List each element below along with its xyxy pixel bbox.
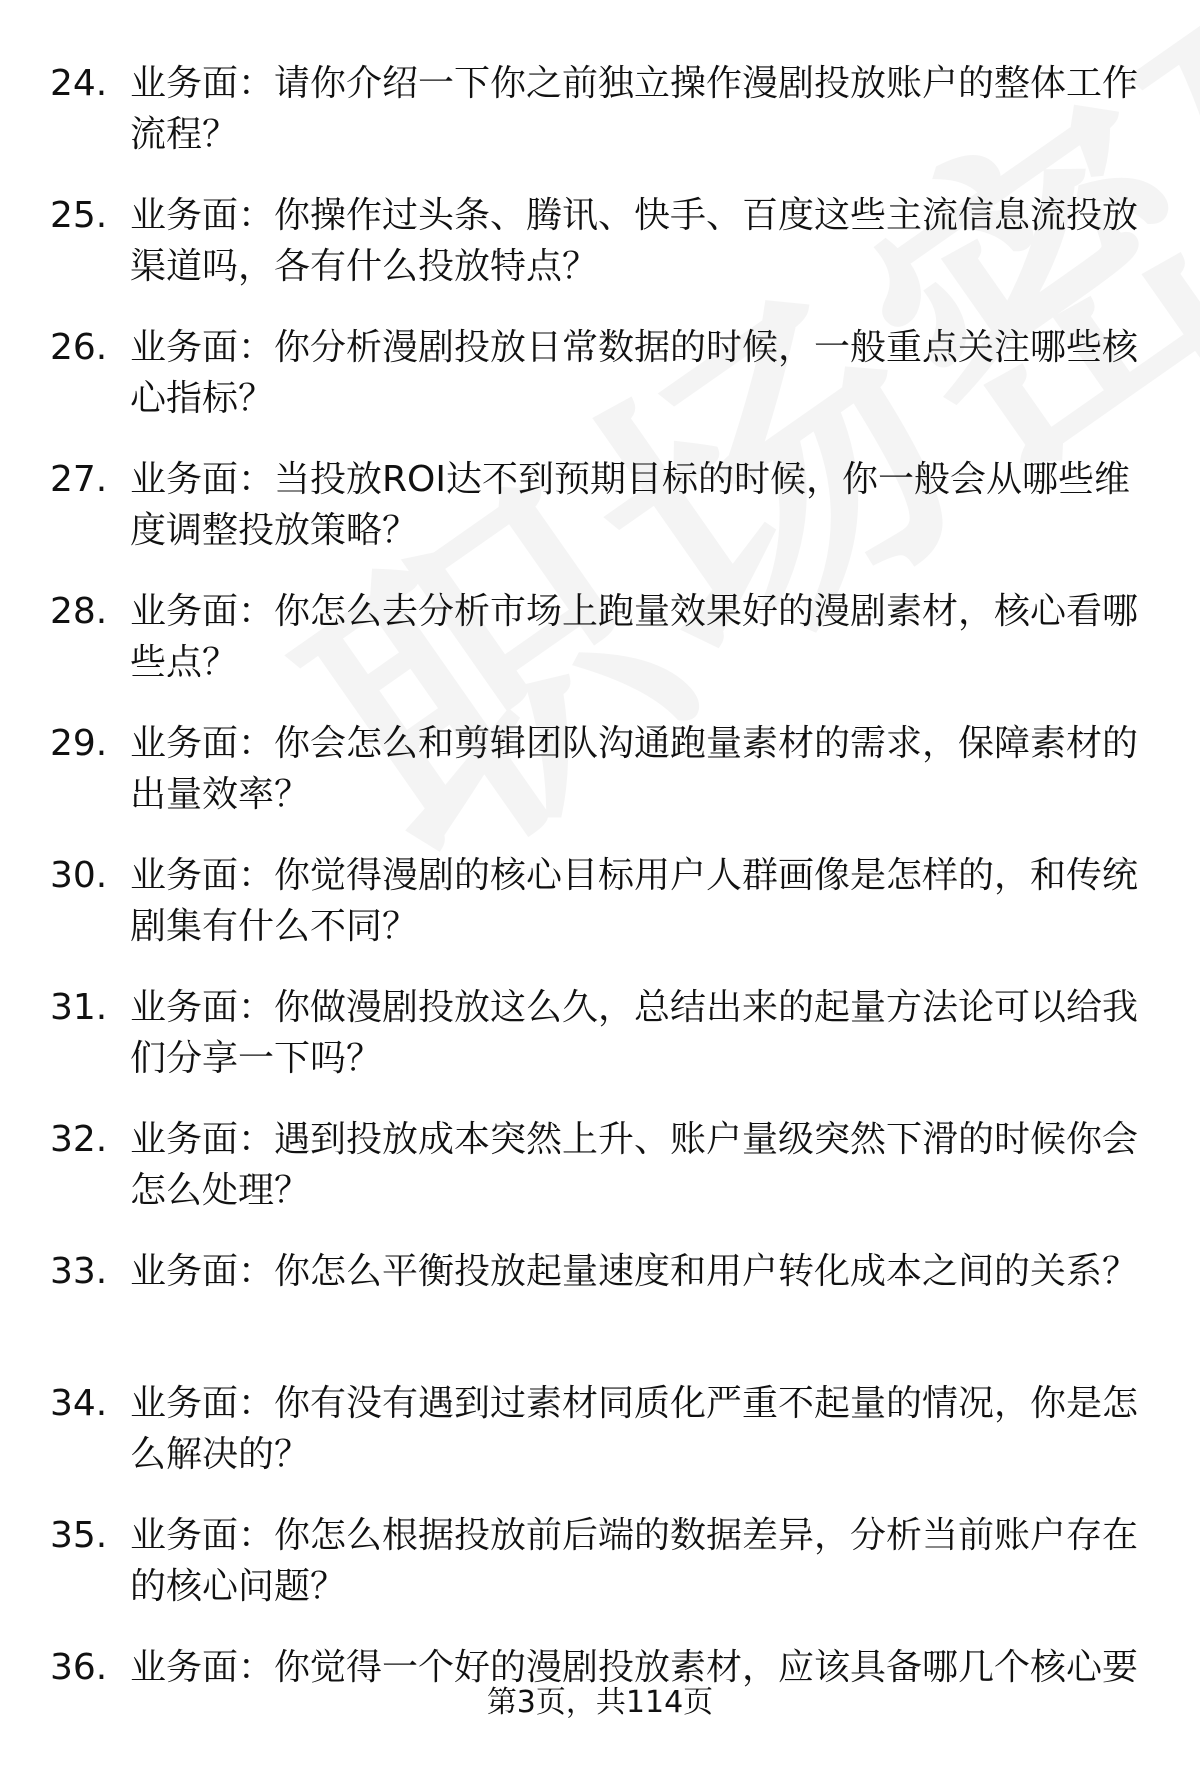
question-text	[130, 850, 1140, 952]
question-body: 请你介绍一下你之前独立操作漫剧投放账户的整体工作流程？	[130, 63, 1139, 155]
question-text	[130, 1246, 1140, 1297]
question-item	[0, 322, 1200, 454]
question-item	[0, 1378, 1200, 1510]
question-label: 业务面：	[130, 459, 275, 500]
question-text	[130, 58, 1140, 160]
question-label: 业务面：	[130, 1515, 275, 1556]
question-label: 业务面：	[130, 63, 275, 104]
question-number: 27.	[50, 459, 108, 500]
question-label: 业务面：	[130, 1251, 275, 1292]
question-label: 业务面：	[130, 1119, 275, 1160]
question-text	[130, 1114, 1140, 1216]
question-item	[0, 454, 1200, 586]
question-body: 你怎么去分析市场上跑量效果好的漫剧素材，核心看哪些点？	[130, 591, 1139, 683]
question-item	[0, 982, 1200, 1114]
question-item	[0, 1246, 1200, 1378]
question-label: 业务面：	[130, 327, 275, 368]
page-footer: 第3页，共114页	[486, 1685, 714, 1720]
question-body: 你觉得一个好的漫剧投放素材，应该具备哪几个核心要	[274, 1647, 1139, 1688]
question-label: 业务面：	[130, 855, 275, 896]
question-body: 你怎么根据投放前后端的数据差异，分析当前账户存在的核心问题？	[130, 1515, 1139, 1607]
question-body: 你分析漫剧投放日常数据的时候，一般重点关注哪些核心指标？	[130, 327, 1139, 419]
question-text	[130, 190, 1140, 292]
question-text	[130, 454, 1140, 556]
question-number: 29.	[50, 723, 108, 764]
question-number: 34.	[50, 1383, 108, 1424]
question-label: 业务面：	[130, 195, 275, 236]
question-label: 业务面：	[130, 723, 275, 764]
question-text	[130, 586, 1140, 688]
question-text	[130, 718, 1140, 820]
question-body: 你有没有遇到过素材同质化严重不起量的情况，你是怎么解决的？	[130, 1383, 1139, 1475]
question-number: 36.	[50, 1647, 108, 1688]
question-number: 26.	[50, 327, 108, 368]
question-body: 你怎么平衡投放起量速度和用户转化成本之间的关系？	[274, 1251, 1139, 1292]
question-item	[0, 190, 1200, 322]
question-number: 30.	[50, 855, 108, 896]
question-label: 业务面：	[130, 1647, 275, 1688]
question-body: 你做漫剧投放这么久，总结出来的起量方法论可以给我们分享一下吗？	[130, 987, 1139, 1079]
question-item	[0, 1510, 1200, 1642]
question-item	[0, 718, 1200, 850]
question-number: 28.	[50, 591, 108, 632]
question-list	[0, 58, 1200, 1774]
question-text	[130, 322, 1140, 424]
question-number: 24.	[50, 63, 108, 104]
question-label: 业务面：	[130, 591, 275, 632]
question-label: 业务面：	[130, 987, 275, 1028]
question-number: 35.	[50, 1515, 108, 1556]
question-item	[0, 586, 1200, 718]
question-item	[0, 850, 1200, 982]
question-body: 你觉得漫剧的核心目标用户人群画像是怎样的，和传统剧集有什么不同？	[130, 855, 1139, 947]
question-body: 你会怎么和剪辑团队沟通跑量素材的需求，保障素材的出量效率？	[130, 723, 1139, 815]
question-label: 业务面：	[130, 1383, 275, 1424]
question-body: 你操作过头条、腾讯、快手、百度这些主流信息流投放渠道吗，各有什么投放特点？	[130, 195, 1139, 287]
question-text	[130, 1510, 1140, 1612]
question-number: 33.	[50, 1251, 108, 1292]
question-number: 32.	[50, 1119, 108, 1160]
question-item	[0, 58, 1200, 190]
question-item	[0, 1114, 1200, 1246]
question-text	[130, 1378, 1140, 1480]
question-body: 当投放ROI达不到预期目标的时候，你一般会从哪些维度调整投放策略？	[130, 459, 1130, 551]
question-number: 25.	[50, 195, 108, 236]
question-body: 遇到投放成本突然上升、账户量级突然下滑的时候你会怎么处理？	[130, 1119, 1139, 1211]
question-number: 31.	[50, 987, 108, 1028]
question-text	[130, 982, 1140, 1084]
